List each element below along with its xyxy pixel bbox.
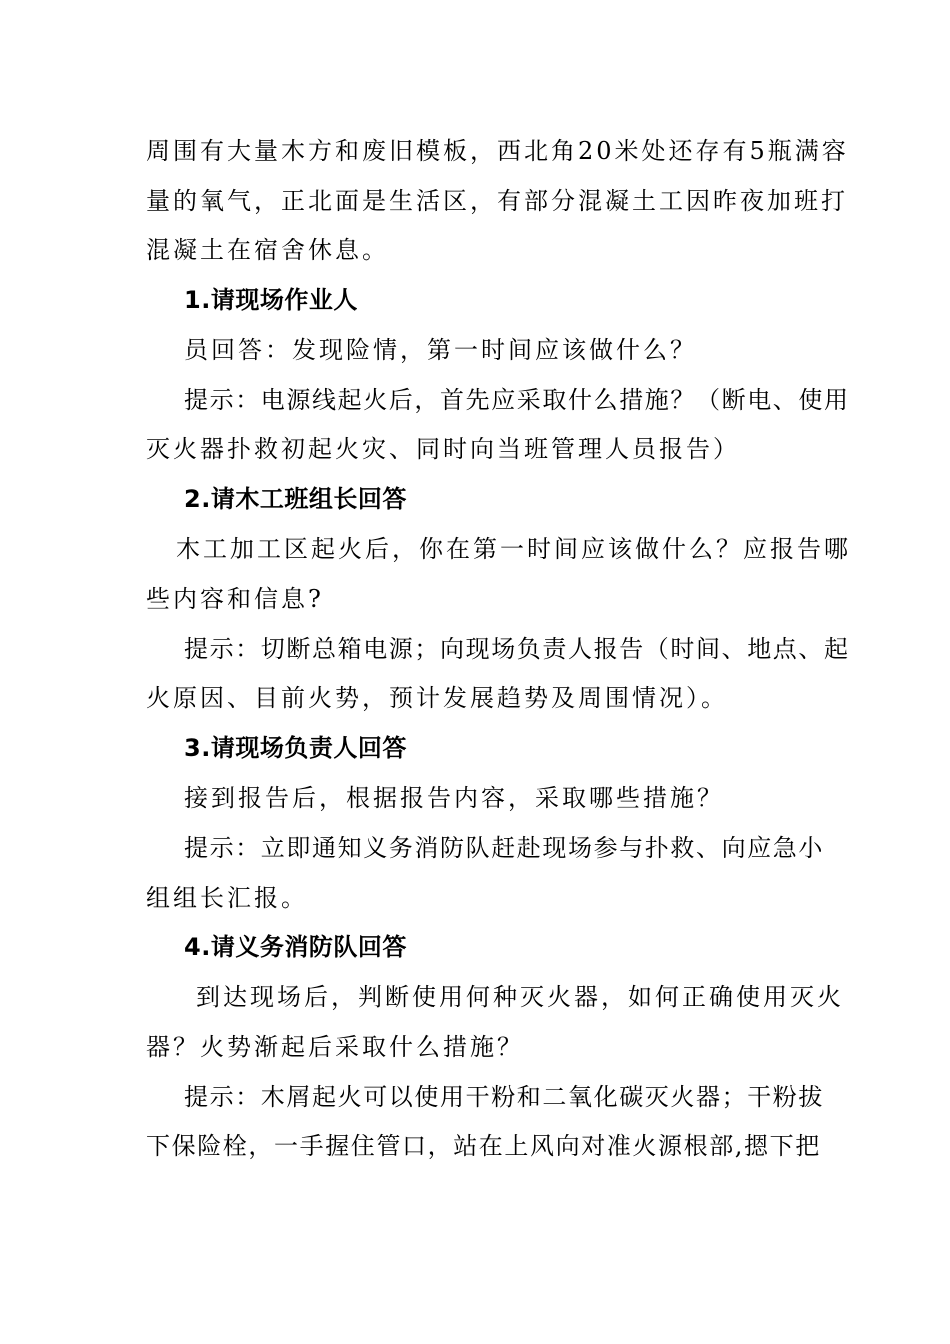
intro-line-2: 量的氧气，正北面是生活区，有部分混凝土工因昨夜加班打 xyxy=(146,187,848,215)
q4-hint-line-2: 下保险栓，一手握住管口，站在上风向对准火源根部,摁下把 xyxy=(146,1132,821,1160)
q2-question-line-1: 木工加工区起火后，你在第一时间应该做什么？应报告哪 xyxy=(176,535,851,563)
intro-line-1: 周围有大量木方和废旧模板，西北角20米处还存有5瓶满容 xyxy=(146,137,849,165)
q3-hint-line-1: 提示：立即通知义务消防队赶赴现场参与扑救、向应急小 xyxy=(184,834,824,862)
q4-hint-line-1: 提示：木屑起火可以使用干粉和二氧化碳灭火器；干粉拔 xyxy=(184,1083,824,1111)
q4-heading: 4.请义务消防队回答 xyxy=(184,933,407,961)
q1-question: 员回答：发现险情，第一时间应该做什么？ xyxy=(184,336,697,364)
q1-heading: 1.请现场作业人 xyxy=(184,286,358,314)
q2-hint-line-1: 提示：切断总箱电源；向现场负责人报告（时间、地点、起 xyxy=(184,635,850,663)
q3-question: 接到报告后，根据报告内容，采取哪些措施？ xyxy=(184,784,724,812)
q4-question-line-1: 到达现场后，判断使用何种灭火器，如何正确使用灭火 xyxy=(196,983,844,1011)
q3-hint-line-2: 组组长汇报。 xyxy=(146,884,308,912)
q1-hint-line-2: 灭火器扑救初起火灾、同时向当班管理人员报告） xyxy=(146,435,740,463)
q1-hint-line-1: 提示：电源线起火后，首先应采取什么措施？（断电、使用 xyxy=(184,386,850,414)
q2-heading: 2.请木工班组长回答 xyxy=(184,485,407,513)
q3-heading: 3.请现场负责人回答 xyxy=(184,734,407,762)
intro-line-3: 混凝土在宿舍休息。 xyxy=(146,236,389,264)
q2-question-line-2: 些内容和信息? xyxy=(146,585,324,613)
q4-question-line-2: 器？火势渐起后采取什么措施？ xyxy=(146,1033,524,1061)
q2-hint-line-2: 火原因、目前火势，预计发展趋势及周围情况）。 xyxy=(146,684,728,712)
